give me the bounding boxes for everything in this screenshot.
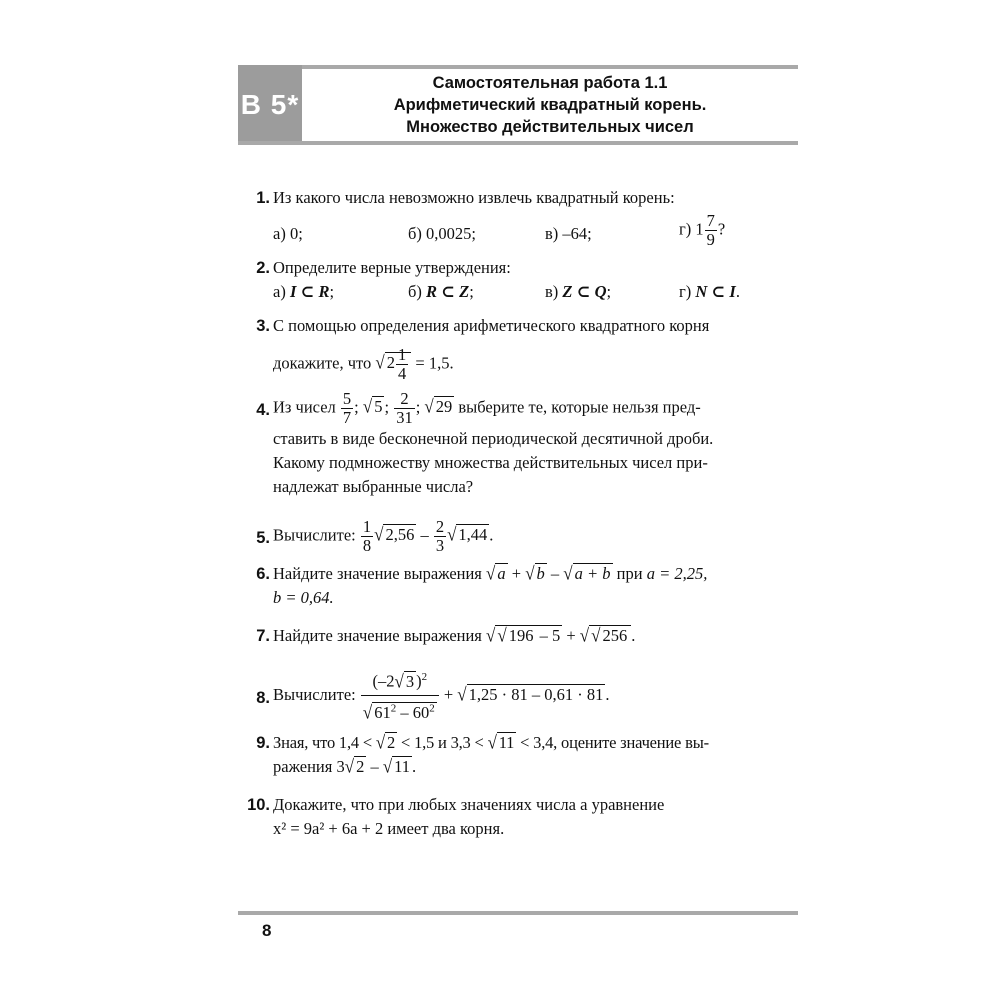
variant-badge: В 5* <box>238 65 302 145</box>
task-text-line4: надлежат выбранные числа? <box>273 477 474 496</box>
task-text-line1: Докажите, что при любых значениях числа a уравнение <box>273 795 665 814</box>
task-text-line2: x² = 9a² + 6a + 2 имеет два корня. <box>273 819 505 838</box>
task-number: 5. <box>256 529 270 547</box>
task-number: 9. <box>256 734 270 752</box>
task-text-line1: Из чисел $\frac{5}{7}$ ; √ 5 ; $\frac{2}{31}$ ; √ 29 выберите те, которые нельзя пред- <box>273 389 701 427</box>
task-text-line2: b = 0,64. <box>273 588 334 607</box>
task-text-line3: Какому подмножеству множества действительных чисел при- <box>273 453 708 472</box>
title-line-3: Множество действительных чисел <box>406 118 694 136</box>
option-d: г) N ⊂ I. <box>679 282 740 301</box>
worksheet-header <box>238 65 798 145</box>
task-text: Определите верные утверждения: <box>273 258 511 277</box>
task-number: 10. <box>247 796 270 814</box>
option-a: а) 0; <box>273 224 303 243</box>
title-line-2: Арифметический квадратный корень. <box>393 96 707 114</box>
task-text-line2: докажите, что √ 2 $\frac{1}{4}$ = 1,5. <box>273 345 454 383</box>
task-text: Найдите значение выражения √ √ 196 – 5 + √ √ 256 . <box>273 625 636 646</box>
task-number: 4. <box>256 401 270 419</box>
answer-options <box>273 211 798 249</box>
task-number: 6. <box>256 565 270 583</box>
option-c: в) Z ⊂ Q; <box>545 282 612 301</box>
task-text: Вычислите: $\frac{(-2√ 3 )^2}{√ 61^2 - 60^2}$ + √ 1,25 · 81 – 0,61 · 81 . <box>273 664 798 726</box>
option-a: а) I ⊂ R; <box>273 282 335 301</box>
header-bottom-rule <box>238 141 798 145</box>
task-number: 2. <box>256 259 270 277</box>
task-text-line1: Найдите значение выражения √ a + √ b – √ a + b при a = 2,25, <box>273 563 708 584</box>
option-b: б) R ⊂ Z; <box>408 282 474 301</box>
task-text-line1: С помощью определения арифметического квадратного корня <box>273 316 710 335</box>
option-c: в) –64; <box>545 224 592 243</box>
task-text-line1: Зная, что 1,4 < √ 2 < 1,5 и 3,3 < √ 11 < 3,4, оцените значение вы- <box>273 732 709 753</box>
title-line-1: Самостоятельная работа 1.1 <box>432 74 668 92</box>
task-text-line2: ставить в виде бесконечной периодической десятичной дроби. <box>273 429 714 448</box>
task-text: Вычислите: $\frac{1}{8}$ √ 2,56 – $\frac{2}{3}$ √ 1,44 . <box>273 517 494 555</box>
footer-rule <box>238 911 798 915</box>
task-number: 7. <box>256 627 270 645</box>
option-d: г) 1 $\frac{7}{9}$ ? <box>679 211 726 249</box>
page-number: 8 <box>262 921 272 940</box>
header-titles <box>302 69 798 141</box>
page-footer <box>238 911 798 940</box>
task-number: 1. <box>256 189 270 207</box>
answer-options <box>273 280 798 306</box>
task-number: 3. <box>256 317 270 335</box>
option-b: б) 0,0025; <box>408 224 476 243</box>
task-text: Из какого числа невозможно извлечь квадратный корень: <box>273 188 675 207</box>
task-text-line2: ражения 3√ 2 – √ 11 . <box>273 756 417 777</box>
task-number: 8. <box>256 689 270 707</box>
